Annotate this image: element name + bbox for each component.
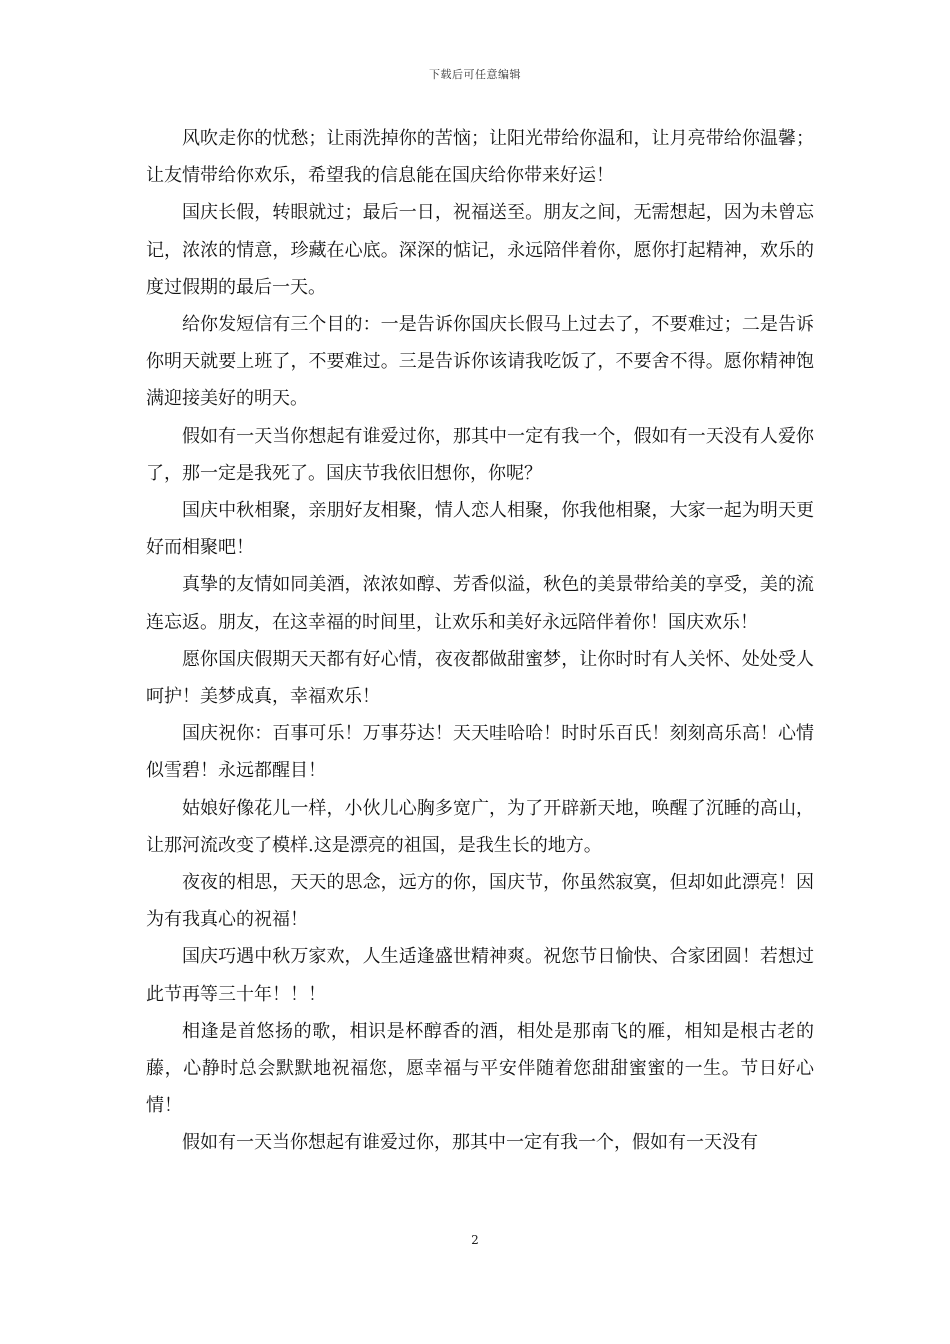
paragraph: 真挚的友情如同美酒，浓浓如醇、芳香似溢，秋色的美景带给美的享受，美的流连忘返。朋友，在这幸福的时间里，让欢乐和美好永远陪伴着你！国庆欢乐！ bbox=[146, 574, 814, 633]
page-number: 2 bbox=[471, 1233, 479, 1247]
paragraph: 风吹走你的忧愁；让雨洗掉你的苦恼；让阳光带给你温和，让月亮带给你温馨；让友情带给你欢乐，希望我的信息能在国庆给你带来好运！ bbox=[146, 128, 814, 187]
paragraph: 假如有一天当你想起有谁爱过你，那其中一定有我一个，假如有一天没有人爱你了，那一定是我死了。国庆节我依旧想你，你呢？ bbox=[146, 425, 814, 484]
paragraph: 国庆中秋相聚，亲朋好友相聚，情人恋人相聚，你我他相聚，大家一起为明天更好而相聚吧！ bbox=[146, 500, 814, 559]
paragraph: 愿你国庆假期天天都有好心情，夜夜都做甜蜜梦，让你时时有人关怀、处处受人呵护！美梦成真，幸福欢乐！ bbox=[146, 648, 814, 708]
page-header: 下载后可任意编辑 bbox=[429, 68, 521, 81]
paragraph: 国庆祝你：百事可乐！万事芬达！天天哇哈哈！时时乐百氏！刻刻高乐高！心情似雪碧！永远都醒目！ bbox=[146, 723, 814, 782]
paragraph: 国庆长假，转眼就过；最后一日，祝福送至。朋友之间，无需想起，因为未曾忘记，浓浓的情意，珍藏在心底。深深的惦记，永远陪伴着你，愿你打起精神，欢乐的度过假期的最后一天。 bbox=[146, 202, 814, 298]
paragraph: 国庆巧遇中秋万家欢，人生适逢盛世精神爽。祝您节日愉快、合家团圆！若想过此节再等三十年！！！ bbox=[146, 946, 814, 1005]
paragraph: 给你发短信有三个目的：一是告诉你国庆长假马上过去了，不要难过；二是告诉你明天就要上班了，不要难过。三是告诉你该请我吃饭了，不要舍不得。愿你精神饱满迎接美好的明天。 bbox=[146, 314, 814, 410]
paragraph: 假如有一天当你想起有谁爱过你，那其中一定有我一个，假如有一天没有 bbox=[182, 1132, 758, 1154]
paragraph: 姑娘好像花儿一样，小伙儿心胸多宽广，为了开辟新天地，唤醒了沉睡的高山，让那河流改变了模样.这是漂亮的祖国，是我生长的地方。 bbox=[146, 797, 814, 856]
body-text bbox=[146, 120, 814, 1162]
paragraph: 相逢是首悠扬的歌，相识是杯醇香的酒，相处是那南飞的雁，相知是根古老的藤，心静时总会默默地祝福您，愿幸福与平安伴随着您甜甜蜜蜜的一生。节日好心情！ bbox=[146, 1020, 814, 1117]
paragraph: 夜夜的相思，天天的思念，远方的你，国庆节，你虽然寂寞，但却如此漂亮！因为有我真心的祝福！ bbox=[146, 872, 814, 931]
